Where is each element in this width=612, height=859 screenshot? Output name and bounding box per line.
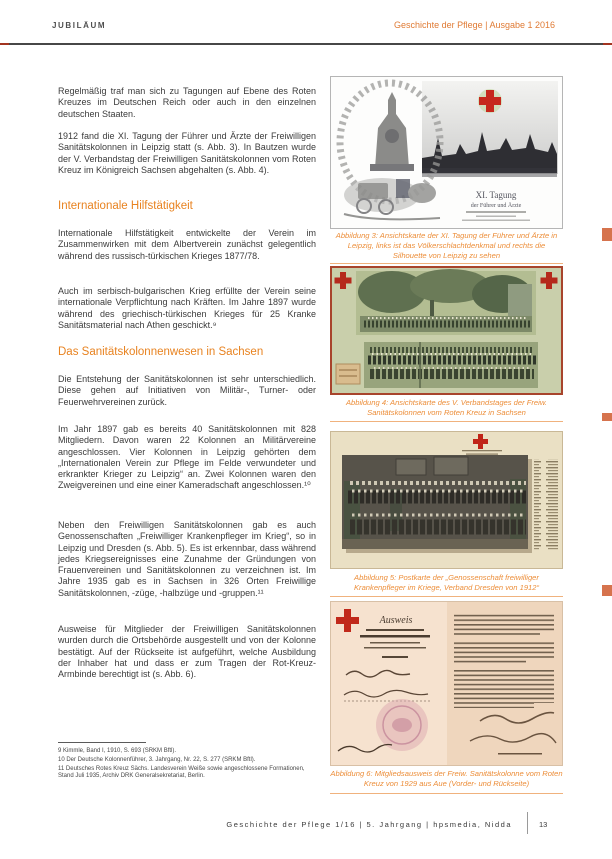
- header-rule: [0, 43, 612, 45]
- footnote: 11 Deutsches Rotes Kreuz Sächs. Landesverein Weiße sowie angeschlossene Formationen, Stand Juli 1935, Archiv DRK Generalsekretariat, Berlin.: [58, 766, 305, 780]
- vertical-text-column: [534, 459, 558, 551]
- card-text-line: [466, 454, 498, 455]
- stamp-box: [336, 364, 360, 384]
- edge-mark: [602, 228, 612, 241]
- figure-3-caption: Abbildung 3: Ansichtskarte der XI. Tagung der Führer und Ärzte in Leipzig, links ist das Völkerschlachtdenkmal und rechts die Silhouette von Leipzig zu sehen: [335, 231, 558, 260]
- header-issue-label: Geschichte der Pflege | Ausgabe 1 2016: [394, 20, 555, 30]
- figure-5-caption: Abbildung 5: Postkarte der „Genossenschaft freiwilliger Krankenpfleger im Kriege, Verband Dresden von 1912“: [353, 573, 540, 592]
- card-text-line: [462, 450, 502, 451]
- round-stamp: [376, 699, 428, 751]
- card-text-line: [498, 753, 542, 755]
- card-text-line: [366, 629, 424, 631]
- figure-5-postcard-genossenschaft: [330, 431, 563, 569]
- edge-mark: [602, 413, 612, 421]
- caption-rule: [330, 421, 563, 422]
- card-text-line: [360, 635, 430, 638]
- header-rule-cap-right: [603, 43, 612, 45]
- caption-rule: [330, 263, 563, 264]
- section-heading-international: Internationale Hilfstätigkeit: [58, 200, 193, 212]
- caption-rule: [330, 596, 563, 597]
- caption-rule: [330, 793, 563, 794]
- card-title-line1: XI. Tagung: [475, 190, 517, 200]
- group-photo: [342, 455, 528, 549]
- section-heading-sachsen: Das Sanitätskolonnenwesen in Sachsen: [58, 346, 264, 358]
- footnote: 10 Der Deutsche Kolonnenführer, 3. Jahrgang, Nr. 22, S. 277 (SRKM Bftl).: [58, 757, 256, 763]
- footnote: 9 Kimmle, Band I, 1910, S. 693 (SRKM Bftl).: [58, 748, 177, 754]
- paragraph: Regelmäßig traf man sich zu Tagungen auf Ebene des Roten Kreuzes im Deutschen Reich oder auch in den einzelnen deutschen Staaten.: [58, 86, 316, 119]
- figure-4-caption: Abbildung 4: Ansichtskarte des V. Verbandstages der Freiw. Sanitätskolonnen vom Roten Kreuz in Sachsen: [345, 398, 548, 417]
- figure-4-postcard-verbandstag: [330, 266, 563, 395]
- card-title: Ausweis: [379, 615, 413, 626]
- top-photo-group-outdoors: [356, 269, 536, 335]
- paragraph: Ausweise für Mitglieder der Freiwilligen Sanitätskolonnen wurden durch die Ortsbehörde ausgestellt und von der Kolonne bestätigt. Auf der Rückseite ist aufgeführt, welche Ausbildung der Inhaber hat und dass er zum Tragen der Rot-Kreuz-Armbinde berechtigt ist (s. Abb. 6).: [58, 624, 316, 680]
- card-text-line: [370, 642, 420, 644]
- header-rule-cap-left: [0, 43, 9, 45]
- figure-6-membership-card: [330, 601, 563, 766]
- card-text-line: [364, 647, 426, 649]
- postcard-illustration: [330, 76, 563, 229]
- footer-journal-line: Geschichte der Pflege 1/16 | 5. Jahrgang | hpsmedia, Nidda: [226, 820, 512, 829]
- document-illustration: [330, 601, 563, 766]
- paragraph: 1912 fand die XI. Tagung der Führer und Ärzte der Freiwilligen Sanitätskolonnen in Leipzig statt (s. Abb. 3). In Bautzen wurde der V. Verbandstag der Freiwilligen Sanitätskolonnen vom Roten Kreuz im Königreich Sachsen abgehalten (s. Abb. 4).: [58, 131, 316, 175]
- paragraph: Internationale Hilfstätigkeit entwickelte der Verein im Zusammenwirken mit dem Albertverein zunächst gelegentlich während des russisch-türkischen Krieges 1877/78.: [58, 228, 316, 261]
- header-section-label: JUBILÄUM: [52, 21, 107, 30]
- figure-6-caption: Abbildung 6: Mitgliedsausweis der Freiw. Sanitätskolonne vom Roten Kreuz von 1929 aus Aue (Vorder- und Rückseite): [330, 769, 563, 788]
- card-title-line2: der Führer und Ärzte: [470, 203, 522, 209]
- page-number: 13: [539, 820, 548, 829]
- edge-mark: [602, 585, 612, 596]
- paragraph: Die Entstehung der Sanitätskolonnen ist sehr unterschiedlich. Diese gehen auf Initiativen von Militär-, Turner- oder Feuerwehrvereinen zurück.: [58, 374, 316, 407]
- footnote-separator: [58, 742, 146, 743]
- postcard-illustration: [330, 266, 563, 395]
- footer-separator: [527, 812, 528, 834]
- paragraph: Neben den Freiwilligen Sanitätskolonnen gab es auch Genossenschaften „Freiwilliger Krankenpfleger im Krieg“, so in Leipzig und Dresden (s. Abb. 5). Es ist erkennbar, dass während jedes Kriegsereignisses eine Zunahme der Gründungen von Frauenvereinen und Sanitätskolonnen zu verzeichnen ist. Im Jahre 1935 gab es in Sachsen in 326 Orten Freiwillige Sanitätskolonnen, -züge, -halbzüge und -gruppen.¹¹: [58, 520, 316, 598]
- postcard-illustration: [330, 431, 563, 569]
- paragraph: Im Jahr 1897 gab es bereits 40 Sanitätskolonnen mit 828 Mitgliedern. Davon waren 22 Kolonnen an Militärvereine angeschlossen. Vier Kolonnen in Leipzig gehörten dem „Internationalen Verein zur Pflege im Felde verwundeter und erkrankter Krieger zu Leipzig“ an. Zwei Kolonnen waren den Zweigvereinen und eine einer Kameradschaft angeschlossen.¹⁰: [58, 424, 316, 491]
- figure-3-postcard-leipzig: [330, 76, 563, 229]
- paragraph: Auch im serbisch-bulgarischen Krieg erfüllte der Verein seine internationale Verpflichtung nach Kräften. Im Jahre 1897 wurde während des griechisch-türkischen Krieges für 25 Kranke Sanitätsmaterial nach Athen geschickt.⁹: [58, 286, 316, 330]
- bottom-photo-group-crowd: [364, 342, 538, 388]
- card-text-line: [382, 656, 408, 658]
